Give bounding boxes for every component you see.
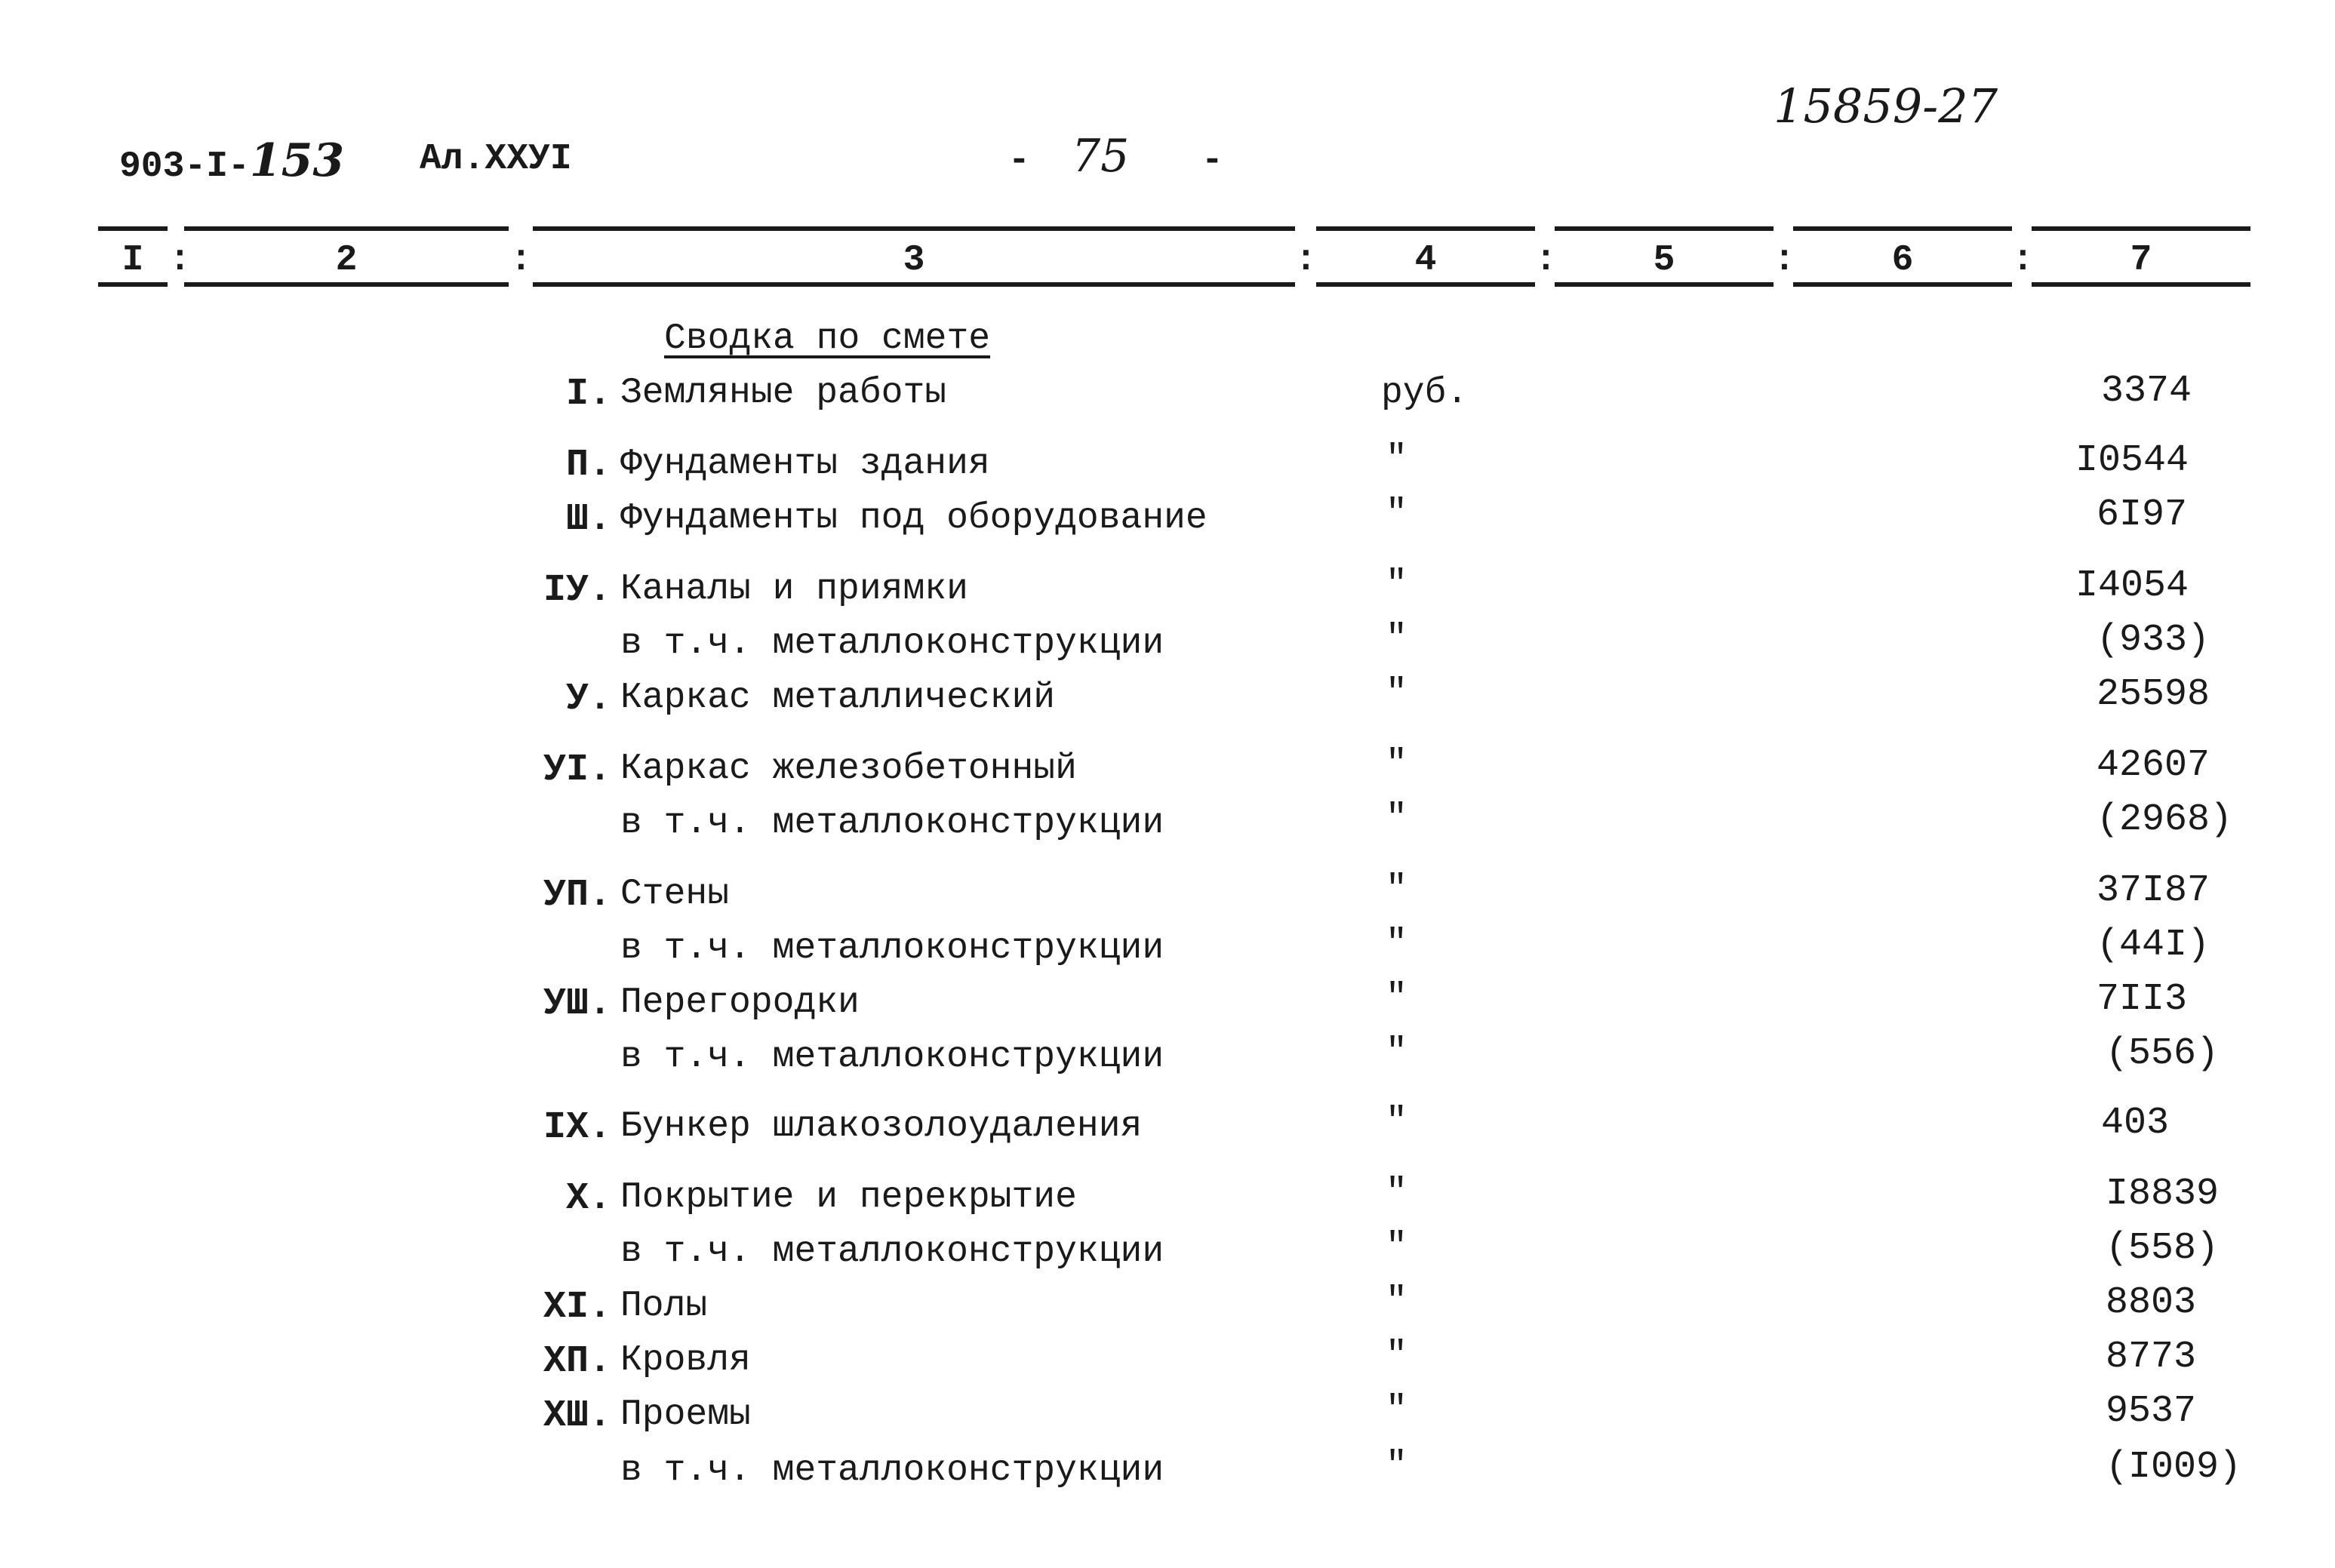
row-value: (2968) — [2097, 798, 2233, 841]
column-bottom-rule — [2032, 282, 2250, 287]
column-separator: : — [510, 240, 532, 281]
row-unit: " — [1386, 1336, 1407, 1376]
row-unit: " — [1386, 978, 1407, 1019]
row-number: УI. — [543, 749, 611, 792]
row-number: X. — [565, 1177, 611, 1220]
row-unit: руб. — [1381, 373, 1469, 414]
row-unit: " — [1386, 1390, 1407, 1431]
column-bottom-rule — [1316, 282, 1535, 287]
row-text: Полы — [620, 1286, 708, 1327]
section-title: Сводка по смете — [664, 318, 991, 359]
column-header-5 — [1555, 226, 1774, 287]
row-text: в т.ч. металлоконструкции — [620, 803, 1164, 844]
column-number: 2 — [335, 240, 358, 281]
document-code-typed: 903-I- — [119, 146, 250, 187]
document-code-handwritten: 153 — [249, 134, 345, 187]
row-value: 3374 — [2101, 370, 2192, 413]
column-bottom-rule — [98, 282, 168, 287]
column-header-6 — [1793, 226, 2012, 287]
row-unit: " — [1386, 1227, 1407, 1268]
column-bottom-rule — [1555, 282, 1774, 287]
row-unit: " — [1386, 1102, 1407, 1142]
row-unit: " — [1386, 869, 1407, 910]
row-unit: " — [1386, 1281, 1407, 1322]
row-text: Кровля — [620, 1340, 751, 1381]
row-text: Фундаменты под оборудование — [620, 498, 1207, 539]
row-number: I. — [565, 373, 611, 416]
column-top-rule — [1555, 226, 1774, 231]
page-dash-right: - — [1201, 140, 1223, 181]
row-text: в т.ч. металлоконструкции — [620, 928, 1164, 969]
row-number: IX. — [543, 1106, 611, 1149]
row-unit: " — [1386, 798, 1407, 839]
row-value: 25598 — [2097, 673, 2210, 716]
column-bottom-rule — [1793, 282, 2012, 287]
row-text: Каналы и приямки — [620, 569, 968, 610]
row-text: Земляные работы — [620, 373, 947, 414]
row-value: 8803 — [2106, 1281, 2197, 1324]
row-value: 403 — [2101, 1102, 2170, 1145]
row-unit: " — [1386, 1032, 1407, 1073]
column-top-rule — [1316, 226, 1535, 231]
row-unit: " — [1386, 439, 1407, 480]
column-separator: : — [1535, 240, 1557, 281]
column-number: I — [122, 240, 144, 281]
column-number: 4 — [1414, 240, 1437, 281]
column-bottom-rule — [533, 282, 1295, 287]
row-unit: " — [1386, 493, 1407, 534]
column-top-rule — [98, 226, 168, 231]
column-number: 3 — [903, 240, 925, 281]
row-value: (I009) — [2106, 1446, 2242, 1489]
row-number: У. — [565, 678, 611, 721]
row-text: в т.ч. металлоконструкции — [620, 1037, 1164, 1078]
row-number: П. — [565, 444, 611, 487]
row-unit: " — [1386, 1173, 1407, 1213]
column-separator: : — [2012, 240, 2034, 281]
row-text: Покрытие и перекрытие — [620, 1177, 1077, 1218]
row-number: XI. — [543, 1286, 611, 1329]
row-text: Каркас металлический — [620, 678, 1056, 718]
row-text: в т.ч. металлоконструкции — [620, 623, 1164, 664]
row-unit: " — [1386, 619, 1407, 659]
row-value: 6I97 — [2097, 493, 2188, 537]
column-separator: : — [1295, 240, 1317, 281]
row-value: (556) — [2106, 1032, 2220, 1075]
column-bottom-rule — [184, 282, 509, 287]
row-value: 37I87 — [2097, 869, 2210, 912]
row-text: Бункер шлакозолоудаления — [620, 1106, 1143, 1147]
row-text: в т.ч. металлоконструкции — [620, 1231, 1164, 1272]
document-code — [119, 134, 344, 187]
row-number: IУ. — [543, 569, 611, 612]
row-number: УШ. — [543, 982, 611, 1025]
column-separator: : — [1774, 240, 1795, 281]
row-text: Каркас железобетонный — [620, 749, 1077, 789]
column-top-rule — [1793, 226, 2012, 231]
row-text: Стены — [620, 874, 730, 915]
row-value: 8773 — [2106, 1336, 2197, 1379]
page-dash-left: - — [1008, 140, 1030, 181]
column-number: 6 — [1891, 240, 1914, 281]
row-value: (933) — [2097, 619, 2210, 662]
row-number: УП. — [543, 874, 611, 917]
column-header-1 — [98, 226, 168, 287]
archive-stamp-number: 15859-27 — [1774, 78, 1998, 134]
row-value: (44I) — [2097, 924, 2210, 967]
column-top-rule — [2032, 226, 2250, 231]
row-text: Проемы — [620, 1394, 751, 1435]
row-number: XШ. — [543, 1394, 611, 1437]
row-text: в т.ч. металлоконструкции — [620, 1450, 1164, 1491]
column-header-4 — [1316, 226, 1535, 287]
row-value: 9537 — [2106, 1390, 2197, 1433]
column-top-rule — [533, 226, 1295, 231]
column-header-3 — [533, 226, 1295, 287]
row-value: I8839 — [2106, 1173, 2220, 1216]
row-value: I0544 — [2075, 439, 2189, 482]
column-separator: : — [169, 240, 191, 281]
row-value: 42607 — [2097, 744, 2210, 787]
column-header-7 — [2032, 226, 2250, 287]
row-number: XП. — [543, 1340, 611, 1383]
column-top-rule — [184, 226, 509, 231]
page-number: 75 — [1072, 130, 1130, 183]
row-unit: " — [1386, 673, 1407, 714]
row-value: (558) — [2106, 1227, 2220, 1270]
row-unit: " — [1386, 564, 1407, 605]
album-number: Ал.XXУI — [420, 139, 572, 180]
row-number: Ш. — [565, 498, 611, 541]
row-unit: " — [1386, 1446, 1407, 1487]
row-text: Фундаменты здания — [620, 444, 990, 484]
row-value: I4054 — [2075, 564, 2189, 607]
row-value: 7II3 — [2097, 978, 2188, 1021]
column-number: 5 — [1653, 240, 1675, 281]
row-text: Перегородки — [620, 982, 860, 1023]
row-unit: " — [1386, 744, 1407, 785]
column-number: 7 — [2130, 240, 2152, 281]
row-unit: " — [1386, 924, 1407, 964]
column-header-2 — [184, 226, 509, 287]
